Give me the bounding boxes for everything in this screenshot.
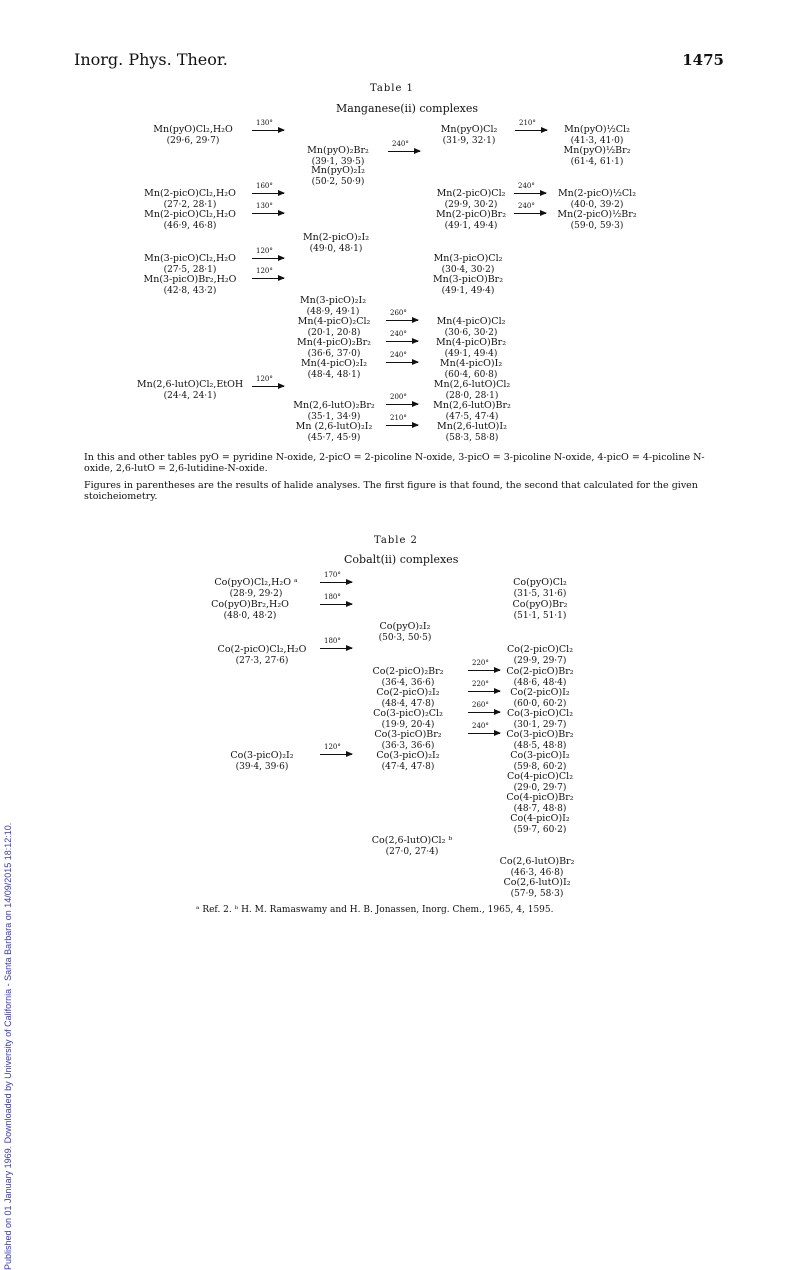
complex-formula: Mn(2-picO)Br₂ [435, 209, 507, 220]
halide-analysis: (36·3, 36·6) [381, 740, 435, 751]
temperature-label: 220° [472, 659, 489, 667]
halide-analysis: (31·9, 32·1) [442, 135, 496, 146]
reaction-arrow [252, 278, 284, 279]
complex-formula: Co(4-picO)Cl₂ [507, 771, 573, 782]
temperature-label: 180° [324, 637, 341, 645]
halide-analysis: (48·7, 48·8) [513, 803, 567, 814]
complex-entry [176, 578, 336, 599]
complex-entry [256, 233, 416, 254]
halide-analysis: (39·4, 39·6) [235, 761, 289, 772]
complex-formula: Mn(2-picO)Cl₂,H₂O [144, 188, 236, 199]
halide-analysis: (50·3, 50·5) [378, 632, 432, 643]
page-number: 1475 [682, 51, 724, 69]
complex-formula: Mn(pyO)Cl₂ [440, 124, 498, 135]
complex-formula: Mn(4-picO)₂Br₂ [297, 337, 371, 348]
halide-analysis: (42·8, 43·2) [163, 285, 217, 296]
complex-formula: Mn(2-picO)½Br₂ [557, 209, 637, 220]
table2-subtitle: Cobalt(ii) complexes [344, 553, 459, 566]
table1-subtitle: Manganese(ii) complexes [336, 102, 479, 115]
complex-formula: Mn(3-picO)Cl₂ [433, 253, 503, 264]
halide-analysis: (28·9, 29·2) [229, 588, 283, 599]
temperature-label: 120° [324, 743, 341, 751]
temperature-label: 210° [519, 119, 536, 127]
complex-formula: Mn(2,6-lutO)Cl₂,EtOH [136, 379, 244, 390]
reaction-arrow [468, 712, 500, 713]
halide-analysis: (24·4, 24·1) [163, 390, 217, 401]
halide-analysis: (41·3, 41·0) [570, 135, 624, 146]
temperature-label: 130° [256, 202, 273, 210]
reaction-arrow [386, 425, 418, 426]
complex-entry [170, 600, 330, 621]
reaction-arrow [386, 320, 418, 321]
complex-entry [392, 380, 552, 401]
temperature-label: 210° [390, 414, 407, 422]
complex-entry [110, 189, 270, 210]
complex-formula: Mn(2-picO)₂I₂ [302, 232, 370, 243]
halide-analysis: (48·4, 48·1) [307, 369, 361, 380]
complex-formula: Co(pyO)Cl₂,H₂O ᵃ [214, 577, 298, 588]
complex-entry [110, 210, 270, 231]
complex-entry [110, 275, 270, 296]
halide-analysis: (20·1, 20·8) [307, 327, 361, 338]
halide-analysis: (60·0, 60·2) [513, 698, 567, 709]
halide-analysis: (19·9, 20·4) [381, 719, 435, 730]
complex-entry [253, 296, 413, 317]
halide-analysis: (45·7, 45·9) [307, 432, 361, 443]
journal-header: Inorg. Phys. Theor. [74, 50, 228, 69]
complex-entry [258, 146, 418, 167]
reaction-arrow [252, 193, 284, 194]
complex-entry [460, 600, 620, 621]
halide-analysis: (29·6, 29·7) [166, 135, 220, 146]
complex-formula: Co(pyO)Br₂,H₂O [211, 599, 289, 610]
temperature-label: 170° [324, 571, 341, 579]
complex-entry [517, 146, 677, 167]
halide-analysis: (27·5, 28·1) [163, 264, 217, 275]
halide-analysis: (49·1, 49·4) [441, 285, 495, 296]
halide-analysis: (31·5, 31·6) [513, 588, 567, 599]
reaction-arrow [252, 213, 284, 214]
complex-formula: Co(pyO)₂I₂ [379, 621, 431, 632]
complex-formula: Co(4-picO)I₂ [510, 813, 570, 824]
complex-formula: Mn(pyO)₂Br₂ [307, 145, 369, 156]
temperature-label: 240° [518, 202, 535, 210]
halide-analysis: (46·3, 46·8) [510, 867, 564, 878]
reaction-arrow [468, 691, 500, 692]
halide-analysis: (50·2, 50·9) [311, 176, 365, 187]
reaction-arrow [514, 213, 546, 214]
halide-analysis: (35·1, 34·9) [307, 411, 361, 422]
halide-analysis: (30·1, 29·7) [513, 719, 567, 730]
halide-analysis: (46·9, 46·8) [163, 220, 217, 231]
temperature-label: 120° [256, 375, 273, 383]
complex-formula: Co(3-picO)Br₂ [506, 729, 574, 740]
temperature-label: 160° [256, 182, 273, 190]
complex-formula: Co(pyO)Br₂ [512, 599, 568, 610]
reaction-arrow [468, 670, 500, 671]
halide-analysis: (29·0, 29·7) [513, 782, 567, 793]
temperature-label: 240° [390, 351, 407, 359]
complex-entry [457, 878, 617, 899]
halide-analysis: (48·9, 49·1) [306, 306, 360, 317]
complex-formula: Co(3-picO)₂I₂ [230, 750, 294, 761]
complex-formula: Mn(4-picO)Br₂ [435, 337, 507, 348]
complex-formula: Co(2,6-lutO)I₂ [503, 877, 571, 888]
reaction-arrow [468, 733, 500, 734]
halide-analysis: (36·6, 37·0) [307, 348, 361, 359]
reaction-arrow [386, 341, 418, 342]
complex-formula: Co(3-picO)₂Cl₂ [373, 708, 443, 719]
temperature-label: 260° [390, 309, 407, 317]
temperature-label: 180° [324, 593, 341, 601]
halide-analysis: (61·4, 61·1) [570, 156, 624, 167]
complex-formula: Co(2,6-lutO)Br₂ [499, 856, 575, 867]
reaction-arrow [252, 386, 284, 387]
table2-caption: Table 2 [374, 535, 418, 546]
halide-analysis: (48·5, 48·8) [513, 740, 567, 751]
complex-formula: Mn(pyO)½Br₂ [563, 145, 631, 156]
halide-analysis: (59·8, 60·2) [513, 761, 567, 772]
complex-entry [388, 275, 548, 296]
complex-formula: Mn(2-picO)Cl₂,H₂O [144, 209, 236, 220]
halide-analysis: (27·3, 27·6) [235, 655, 289, 666]
temperature-label: 120° [256, 247, 273, 255]
complex-formula: Mn(2,6-lutO)Cl₂ [433, 379, 511, 390]
complex-entry [258, 166, 418, 187]
complex-formula: Co(3-picO)₂I₂ [376, 750, 440, 761]
halide-analysis: (27·0, 27·4) [385, 846, 439, 857]
complex-entry [325, 622, 485, 643]
temperature-label: 120° [256, 267, 273, 275]
reaction-arrow [320, 754, 352, 755]
reaction-arrow [388, 151, 420, 152]
complex-entry [460, 793, 620, 814]
complex-formula: Co(2-picO)₂Br₂ [372, 666, 444, 677]
reaction-arrow [386, 362, 418, 363]
complex-entry [460, 772, 620, 793]
halide-analysis: (47·5, 47·4) [445, 411, 499, 422]
complex-formula: Co(2-picO)₂I₂ [376, 687, 440, 698]
complex-formula: Mn(4-picO)₂Cl₂ [297, 316, 371, 327]
complex-formula: Mn(3-picO)Cl₂,H₂O [144, 253, 236, 264]
complex-formula: Mn(4-picO)I₂ [439, 358, 503, 369]
complex-entry [110, 380, 270, 401]
reaction-arrow [320, 582, 352, 583]
halide-analysis: (27·2, 28·1) [163, 199, 217, 210]
temperature-label: 260° [472, 701, 489, 709]
halide-analysis: (49·1, 49·4) [444, 220, 498, 231]
complex-entry [460, 751, 620, 772]
halide-analysis: (49·0, 48·1) [309, 243, 363, 254]
complex-formula: Co(2,6-lutO)Cl₂ ᵇ [371, 835, 453, 846]
complex-entry [460, 578, 620, 599]
complex-formula: Mn(4-picO)₂I₂ [300, 358, 368, 369]
complex-formula: Co(2-picO)Br₂ [506, 666, 574, 677]
temperature-label: 240° [390, 330, 407, 338]
halide-analysis: (49·1, 49·4) [444, 348, 498, 359]
complex-formula: Mn(pyO)₂I₂ [311, 165, 365, 176]
complex-entry [388, 254, 548, 275]
reaction-arrow [514, 193, 546, 194]
reaction-arrow [252, 258, 284, 259]
complex-formula: Mn(3-picO)Br₂ [432, 274, 504, 285]
temperature-label: 200° [390, 393, 407, 401]
halide-analysis: (60·4, 60·8) [444, 369, 498, 380]
complex-formula: Mn(2,6-lutO)I₂ [437, 421, 507, 432]
download-notice-text: Published on 01 January 1969. Downloaded by University of California - Santa Barbara on 14/09/2015 18:12:10. [3, 822, 13, 1270]
halide-analysis: (40·0, 39·2) [570, 199, 624, 210]
halide-analysis: (29·9, 30·2) [444, 199, 498, 210]
complex-formula: Co(3-picO)I₂ [510, 750, 570, 761]
complex-formula: Co(3-picO)Cl₂ [507, 708, 573, 719]
complex-formula: Co(4-picO)Br₂ [506, 792, 574, 803]
complex-formula: Mn(2,6-lutO)₂Br₂ [293, 400, 375, 411]
complex-formula: Co(2-picO)Cl₂ [507, 644, 573, 655]
halide-analysis: (48·6, 48·4) [513, 677, 567, 688]
reaction-arrow [320, 648, 352, 649]
halide-analysis: (48·4, 47·8) [381, 698, 435, 709]
download-notice [3, 0, 17, 1270]
complex-formula: Mn(3-picO)₂I₂ [299, 295, 367, 306]
complex-formula: Mn(4-picO)Cl₂ [436, 316, 506, 327]
table1-caption: Table 1 [370, 83, 414, 94]
temperature-label: 240° [472, 722, 489, 730]
halide-analysis: (51·1, 51·1) [513, 610, 567, 621]
halide-analysis: (28·0, 28·1) [445, 390, 499, 401]
reaction-arrow [386, 404, 418, 405]
halide-analysis: (30·4, 30·2) [441, 264, 495, 275]
halide-analysis: (39·1, 39·5) [311, 156, 365, 167]
complex-formula: Mn (2,6-lutO)₂I₂ [295, 421, 373, 432]
reaction-arrow [515, 130, 547, 131]
reaction-arrow [252, 130, 284, 131]
reaction-arrow [320, 604, 352, 605]
complex-entry [332, 836, 492, 857]
halide-analysis: (58·3, 58·8) [445, 432, 499, 443]
complex-entry [457, 857, 617, 878]
complex-entry [110, 254, 270, 275]
complex-formula: Mn(pyO)½Cl₂ [564, 124, 630, 135]
table1-note2: Figures in parentheses are the results of halide analyses. The first figure is that found, the second that calculated for the given stoicheiometry. [84, 480, 698, 502]
complex-entry [182, 751, 342, 772]
complex-formula: Co(2-picO)I₂ [510, 687, 570, 698]
temperature-label: 240° [518, 182, 535, 190]
complex-formula: Mn(3-picO)Br₂,H₂O [143, 274, 237, 285]
halide-analysis: (29·9, 29·7) [513, 655, 567, 666]
halide-analysis: (47·4, 47·8) [381, 761, 435, 772]
complex-formula: Co(3-picO)Br₂ [374, 729, 442, 740]
complex-formula: Co(2-picO)Cl₂,H₂O [217, 644, 307, 655]
halide-analysis: (59·0, 59·3) [570, 220, 624, 231]
complex-formula: Co(pyO)Cl₂ [513, 577, 567, 588]
complex-formula: Mn(2-picO)½Cl₂ [557, 188, 637, 199]
temperature-label: 220° [472, 680, 489, 688]
complex-entry [460, 814, 620, 835]
halide-analysis: (59·7, 60·2) [513, 824, 567, 835]
table1-note: In this and other tables pyO = pyridine N-oxide, 2-picO = 2-picoline N-oxide, 3-picO = 3-picoline N-oxide, 4-picO = 4-picoline N-oxide, 2,6-lutO = 2,6-lutidine-N-oxide. [84, 452, 705, 474]
complex-formula: Mn(2-picO)Cl₂ [436, 188, 506, 199]
halide-analysis: (30·6, 30·2) [444, 327, 498, 338]
halide-analysis: (57·9, 58·3) [510, 888, 564, 899]
complex-entry [182, 645, 342, 666]
temperature-label: 240° [392, 140, 409, 148]
temperature-label: 130° [256, 119, 273, 127]
complex-formula: Mn(2,6-lutO)Br₂ [433, 400, 511, 411]
complex-entry [113, 125, 273, 146]
halide-analysis: (36·4, 36·6) [381, 677, 435, 688]
halide-analysis: (48·0, 48·2) [223, 610, 277, 621]
table2-footnote: ᵃ Ref. 2. ᵇ H. M. Ramaswamy and H. B. Jonassen, Inorg. Chem., 1965, 4, 1595. [196, 905, 554, 915]
complex-formula: Mn(pyO)Cl₂,H₂O [153, 124, 233, 135]
